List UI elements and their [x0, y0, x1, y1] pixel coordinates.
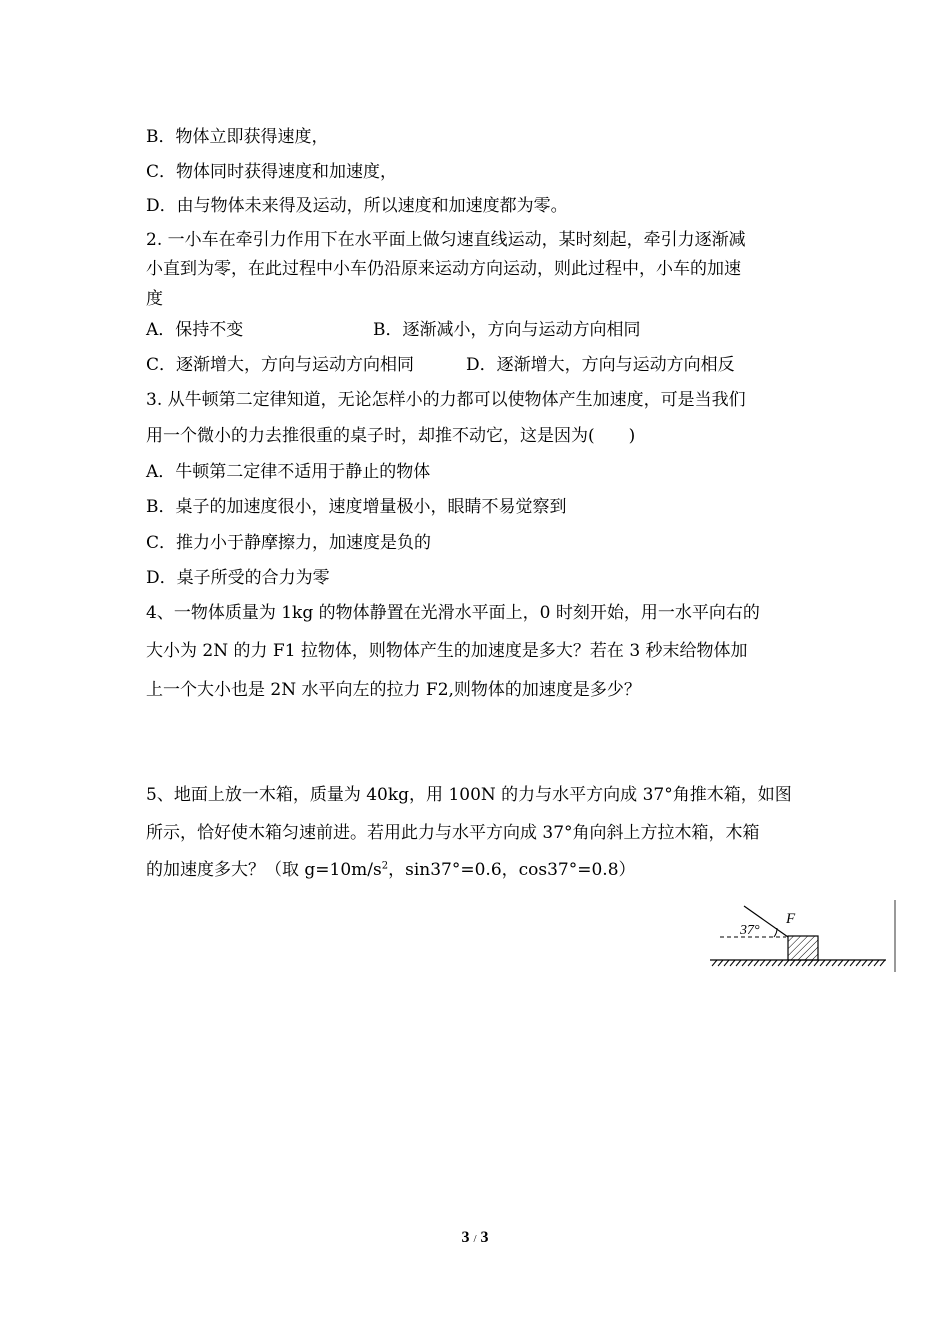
angle-label: 37° [740, 923, 760, 938]
page-current: 3 [461, 1229, 470, 1246]
q2-option-d: D．逐渐增大，方向与运动方向相反 [466, 355, 735, 375]
page-total: 3 [480, 1229, 489, 1246]
q3-option-a: A．牛顿第二定律不适用于静止的物体 [146, 462, 431, 482]
force-label: F [786, 911, 796, 927]
q1-option-c: C．物体同时获得速度和加速度， [146, 162, 398, 182]
q5-stem-line-3 [146, 860, 636, 880]
q1-option-d: D．由与物体未来得及运动，所以速度和加速度都为零。 [146, 196, 568, 216]
q2-option-b: B．逐渐减小，方向与运动方向相同 [373, 320, 641, 340]
q4-stem-line-3: 上一个大小也是 2N 水平向左的拉力 F2,则物体的加速度是多少？ [146, 680, 641, 700]
q3-option-b: B．桌子的加速度很小，速度增量极小，眼睛不易觉察到 [146, 497, 567, 517]
q2-options-row-1 [146, 320, 806, 340]
wooden-box [788, 936, 818, 960]
q2-stem-line-1: 2. 一小车在牵引力作用下在水平面上做匀速直线运动，某时刻起，牵引力逐渐减 [146, 230, 746, 250]
q2-options-row-2 [146, 355, 806, 375]
q3-stem-line-2: 用一个微小的力去推很重的桌子时，却推不动它，这是因为( ) [146, 426, 636, 446]
box-force-figure [702, 900, 896, 974]
q4-stem-line-2: 大小为 2N 的力 F1 拉物体，则物体产生的加速度是多大？若在 3 秒末给物体加 [146, 641, 748, 661]
q2-option-a: A．保持不变 [146, 320, 244, 340]
box-force-diagram [702, 900, 896, 974]
q4-stem-line-1: 4、一物体质量为 1kg 的物体静置在光滑水平面上，0 时刻开始，用一水平向右的 [146, 603, 760, 623]
q5-line-3-text-a: 的加速度多大？（取 g=10m/s [146, 860, 382, 880]
q5-line-3-text-b: ，sin37°=0.6，cos37°=0.8） [388, 860, 636, 880]
page-number [0, 1229, 950, 1247]
q5-superscript: 2 [381, 860, 389, 872]
q5-stem-line-1: 5、地面上放一木箱，质量为 40kg，用 100N 的力与水平方向成 37°角推木箱，如图 [146, 785, 792, 805]
q2-stem-line-3: 度 [146, 289, 163, 309]
q3-option-c: C．推力小于静摩擦力，加速度是负的 [146, 533, 432, 553]
q1-option-b: B．物体立即获得速度， [146, 127, 329, 147]
q2-stem-line-2: 小直到为零，在此过程中小车仍沿原来运动方向运动，则此过程中，小车的加速 [146, 259, 741, 279]
ground-hatching [712, 960, 885, 966]
q5-stem-line-2: 所示，恰好使木箱匀速前进。若用此力与水平方向成 37°角向斜上方拉木箱，木箱 [146, 823, 760, 843]
page-separator: / [473, 1233, 477, 1245]
q3-option-d: D．桌子所受的合力为零 [146, 568, 330, 588]
q3-stem-line-1: 3. 从牛顿第二定律知道，无论怎样小的力都可以使物体产生加速度，可是当我们 [146, 390, 746, 410]
angle-arc [774, 928, 777, 937]
q2-option-c: C．逐渐增大，方向与运动方向相同 [146, 355, 415, 375]
